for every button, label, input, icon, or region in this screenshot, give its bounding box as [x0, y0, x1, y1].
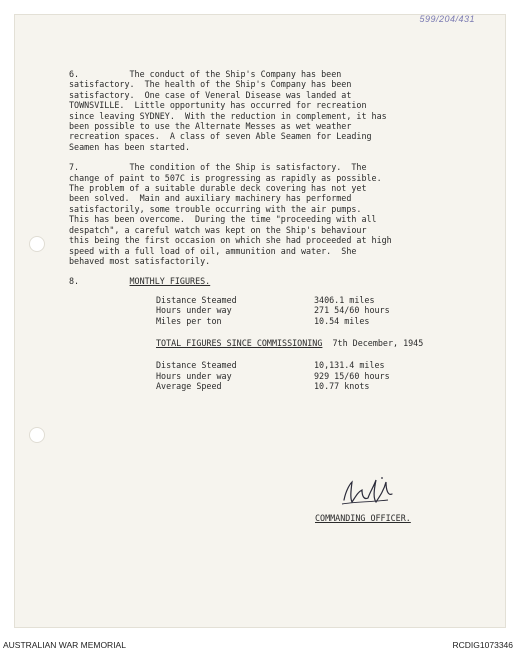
punch-hole-upper	[29, 236, 45, 252]
paragraph-6	[69, 69, 489, 152]
paragraph-8	[69, 276, 489, 286]
footer-institution: AUSTRALIAN WAR MEMORIAL	[3, 640, 126, 650]
figure-label: Miles per ton	[156, 315, 222, 326]
paragraph-6-line: Seamen has been started.	[69, 141, 191, 152]
total-figures-heading: TOTAL FIGURES SINCE COMMISSIONING	[156, 337, 323, 348]
figure-value: 10,131.4 miles	[314, 360, 385, 371]
monthly-figures-heading: MONTHLY FIGURES.	[129, 276, 211, 287]
figure-label: Distance Steamed	[156, 360, 237, 371]
paragraph-6-line: satisfactory. The health of the Ship's Company has been	[69, 79, 352, 90]
monthly-figures-table	[69, 295, 489, 326]
paragraph-8-number: 8.	[69, 276, 80, 287]
paragraph-6-line: recreation spaces. A class of seven Able Seamen for Leading	[69, 131, 372, 142]
commissioning-date: 7th December, 1945	[332, 337, 424, 348]
figure-value: 3406.1 miles	[314, 294, 375, 305]
paragraph-6-number: 6.	[69, 69, 80, 79]
figure-value: 929 15/60 hours	[314, 370, 390, 381]
paragraph-7-line: This has been overcome. During the time "proceeding with all	[69, 214, 377, 225]
paragraph-6-line	[69, 69, 489, 79]
total-figures-table	[69, 360, 489, 391]
figure-value: 10.54 miles	[314, 315, 370, 326]
footer-record-id: RCDIG1073346	[452, 640, 513, 650]
figure-row	[69, 371, 489, 381]
paragraph-7-line	[69, 162, 489, 172]
handwritten-signature	[338, 472, 400, 510]
figure-row	[69, 381, 489, 391]
paragraph-7-line: this being the first occasion on which she had proceeded at high	[69, 235, 392, 246]
paragraph-7-line: change of paint to 507C is progressing as rapidly as possible.	[69, 172, 382, 183]
paragraph-7-number: 7.	[69, 162, 80, 173]
paragraph-7-line: The problem of a suitable durable deck covering has not yet	[69, 183, 367, 194]
paragraph-7-line: behaved most satisfactorily.	[69, 255, 211, 266]
figure-row	[69, 316, 489, 326]
figure-label: Hours under way	[156, 370, 232, 381]
archive-footer	[0, 640, 519, 654]
punch-hole-lower	[29, 427, 45, 443]
figure-row	[69, 295, 489, 305]
paragraph-6-line: since leaving SYDNEY. With the reduction in complement, it has	[69, 110, 387, 121]
paragraph-7-line: satisfactorily, some trouble occurring with the air pumps.	[69, 203, 362, 214]
paragraph-6-text: The conduct of the Ship's Company has been	[129, 69, 342, 79]
paragraph-7-line: been solved. Main and auxiliary machinery has performed	[69, 193, 352, 204]
figure-label: Hours under way	[156, 305, 232, 316]
figure-row	[69, 305, 489, 315]
paragraph-7-text: The condition of the Ship is satisfactory. The	[129, 162, 367, 173]
paragraph-7-line: despatch", a careful watch was kept on the Ship's behaviour	[69, 224, 367, 235]
paragraph-6-line: TOWNSVILLE. Little opportunity has occurred for recreation	[69, 100, 367, 111]
paragraph-6-line: satisfactory. One case of Veneral Disease was landed at	[69, 89, 352, 100]
paragraph-6-line: been possible to use the Alternate Messes as wet weather	[69, 121, 352, 132]
commanding-officer-title: COMMANDING OFFICER.	[315, 513, 411, 523]
figure-label: Distance Steamed	[156, 294, 237, 305]
typed-body	[69, 69, 489, 392]
figure-value: 10.77 knots	[314, 381, 370, 392]
total-figures-heading-row	[156, 338, 489, 348]
figure-label: Average Speed	[156, 381, 222, 392]
paragraph-7	[69, 162, 489, 266]
archive-reference: 599/204/431	[419, 14, 475, 24]
figure-row	[69, 360, 489, 370]
figure-value: 271 54/60 hours	[314, 305, 390, 316]
paragraph-7-line: speed with a full load of oil, ammunition and water. She	[69, 245, 357, 256]
